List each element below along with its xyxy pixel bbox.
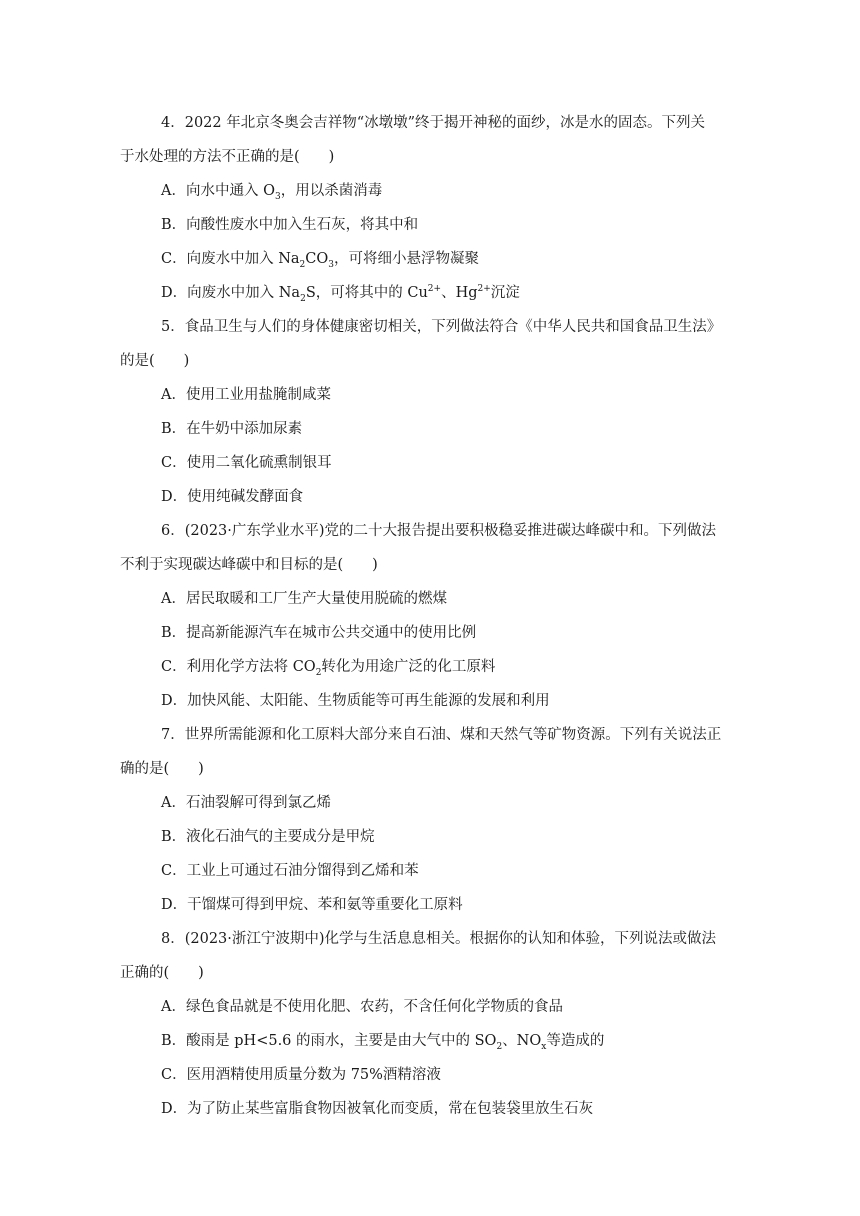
question-5-option-d: D．使用纯碱发酵面食 xyxy=(161,489,304,505)
question-8-option-a: A．绿色食品就是不使用化肥、农药，不含任何化学物质的食品 xyxy=(161,999,563,1015)
question-6-option-c: C．利用化学方法将 $CO_2$转化为用途广泛的化工原料 xyxy=(161,659,496,678)
question-7-option-c: C．工业上可通过石油分馏得到乙烯和苯 xyxy=(161,863,419,879)
question-5-option-a: A．使用工业用盐腌制咸菜 xyxy=(161,387,331,403)
question-5-option-c: C．使用二氧化硫熏制银耳 xyxy=(161,455,332,471)
question-8-stem-line2: 正确的( ) xyxy=(120,965,204,981)
question-7-stem-line1: 7．世界所需能源和化工原料大部分来自石油、煤和天然气等矿物资源。下列有关说法正 xyxy=(161,727,722,743)
question-8-option-b: B．酸雨是 pH<5.6 的雨水，主要是由大气中的 $SO_2$、$NO_x$等造成的 xyxy=(161,1033,605,1052)
question-8-option-d: D．为了防止某些富脂食物因被氧化而变质，常在包装袋里放生石灰 xyxy=(161,1101,594,1117)
question-5-option-b: B．在牛奶中添加尿素 xyxy=(161,421,303,437)
question-7-stem-line2: 确的是( ) xyxy=(120,761,204,777)
question-7-option-b: B．液化石油气的主要成分是甲烷 xyxy=(161,829,375,845)
question-4-stem-line2: 于水处理的方法不正确的是( ) xyxy=(120,149,335,165)
question-4-option-c: C．向废水中加入 $Na_2CO_3$，可将细小悬浮物凝聚 xyxy=(161,251,479,270)
question-6-option-d: D．加快风能、太阳能、生物质能等可再生能源的发展和利用 xyxy=(161,693,550,709)
question-4-option-b: B．向酸性废水中加入生石灰，将其中和 xyxy=(161,217,419,233)
question-7-option-a: A．石油裂解可得到氯乙烯 xyxy=(161,795,331,811)
question-8-stem-line1: 8．(2023·浙江宁波期中)化学与生活息息相关。根据你的认知和体验，下列说法或做法 xyxy=(161,931,717,947)
question-4-stem-line1: 4．2022 年北京冬奥会吉祥物“冰墩墩”终于揭开神秘的面纱，冰是水的固态。下列关 xyxy=(161,115,706,131)
question-5-stem-line2: 的是( ) xyxy=(120,353,190,369)
question-6-stem-line1: 6．(2023·广东学业水平)党的二十大报告提出要积极稳妥推进碳达峰碳中和。下列做法 xyxy=(161,523,717,539)
question-6-stem-line2: 不利于实现碳达峰碳中和目标的是( ) xyxy=(120,557,378,573)
question-4-option-d: D．向废水中加入 $Na_2S$，可将其中的 $Cu^{2+}$、$Hg^{2+}$沉淀 xyxy=(161,284,520,304)
question-6-option-b: B．提高新能源汽车在城市公共交通中的使用比例 xyxy=(161,625,477,641)
question-6-option-a: A．居民取暖和工厂生产大量使用脱硫的燃煤 xyxy=(161,591,447,607)
question-8-option-c: C．医用酒精使用质量分数为 75%酒精溶液 xyxy=(161,1067,441,1083)
question-4-option-a: A．向水中通入 $O_3$，用以杀菌消毒 xyxy=(161,183,383,202)
question-7-option-d: D．干馏煤可得到甲烷、苯和氨等重要化工原料 xyxy=(161,897,463,913)
question-5-stem-line1: 5．食品卫生与人们的身体健康密切相关，下列做法符合《中华人民共和国食品卫生法》 xyxy=(161,319,722,335)
